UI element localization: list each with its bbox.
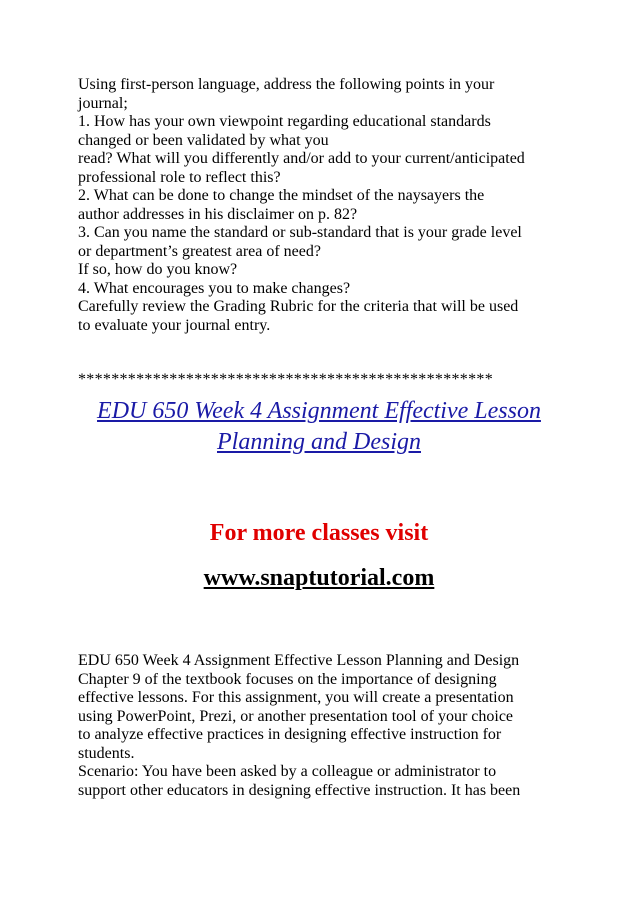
- text-line: author addresses in his disclaimer on p. 82?: [78, 205, 358, 223]
- text-line: 2. What can be done to change the mindset of the naysayers the: [78, 187, 485, 204]
- text-line: journal;: [78, 94, 128, 112]
- text-line: changed or been validated by what you: [78, 131, 329, 149]
- text-line: Scenario: You have been asked by a colleague or administrator to: [78, 763, 497, 780]
- website-link[interactable]: www.snaptutorial.com: [203, 565, 435, 591]
- asterisk-separator: **************************************************: [78, 371, 493, 388]
- assignment-title-link-line1[interactable]: EDU 650 Week 4 Assignment Effective Lesson: [97, 398, 541, 424]
- text-line: or department’s greatest area of need?: [78, 242, 321, 260]
- promo-heading: For more classes visit: [209, 520, 429, 546]
- text-line: effective lessons. For this assignment, you will create a presentation: [78, 689, 514, 706]
- text-line: EDU 650 Week 4 Assignment Effective Lesson Planning and Design: [78, 652, 520, 669]
- text-line: If so, how do you know?: [78, 261, 238, 278]
- assignment-title-link-line2[interactable]: Planning and Design: [217, 429, 421, 455]
- text-line: to analyze effective practices in designing effective instruction for: [78, 726, 502, 743]
- assignment-description: [78, 652, 558, 800]
- text-line: Using first-person language, address the following points in your: [78, 76, 495, 93]
- text-line: read? What will you differently and/or add to your current/anticipated: [78, 150, 525, 167]
- text-line: 3. Can you name the standard or sub-standard that is your grade level: [78, 224, 522, 241]
- text-line: support other educators in designing effective instruction. It has been: [78, 781, 521, 799]
- text-line: students.: [78, 744, 135, 762]
- text-line: Carefully review the Grading Rubric for the criteria that will be used: [78, 298, 519, 315]
- text-line: using PowerPoint, Prezi, or another presentation tool of your choice: [78, 707, 514, 725]
- text-line: to evaluate your journal entry.: [78, 316, 271, 334]
- text-line: professional role to reflect this?: [78, 168, 281, 186]
- text-line: 1. How has your own viewpoint regarding educational standards: [78, 113, 491, 130]
- journal-instructions: [78, 76, 558, 335]
- text-line: Chapter 9 of the textbook focuses on the importance of designing: [78, 670, 497, 688]
- text-line: 4. What encourages you to make changes?: [78, 279, 351, 297]
